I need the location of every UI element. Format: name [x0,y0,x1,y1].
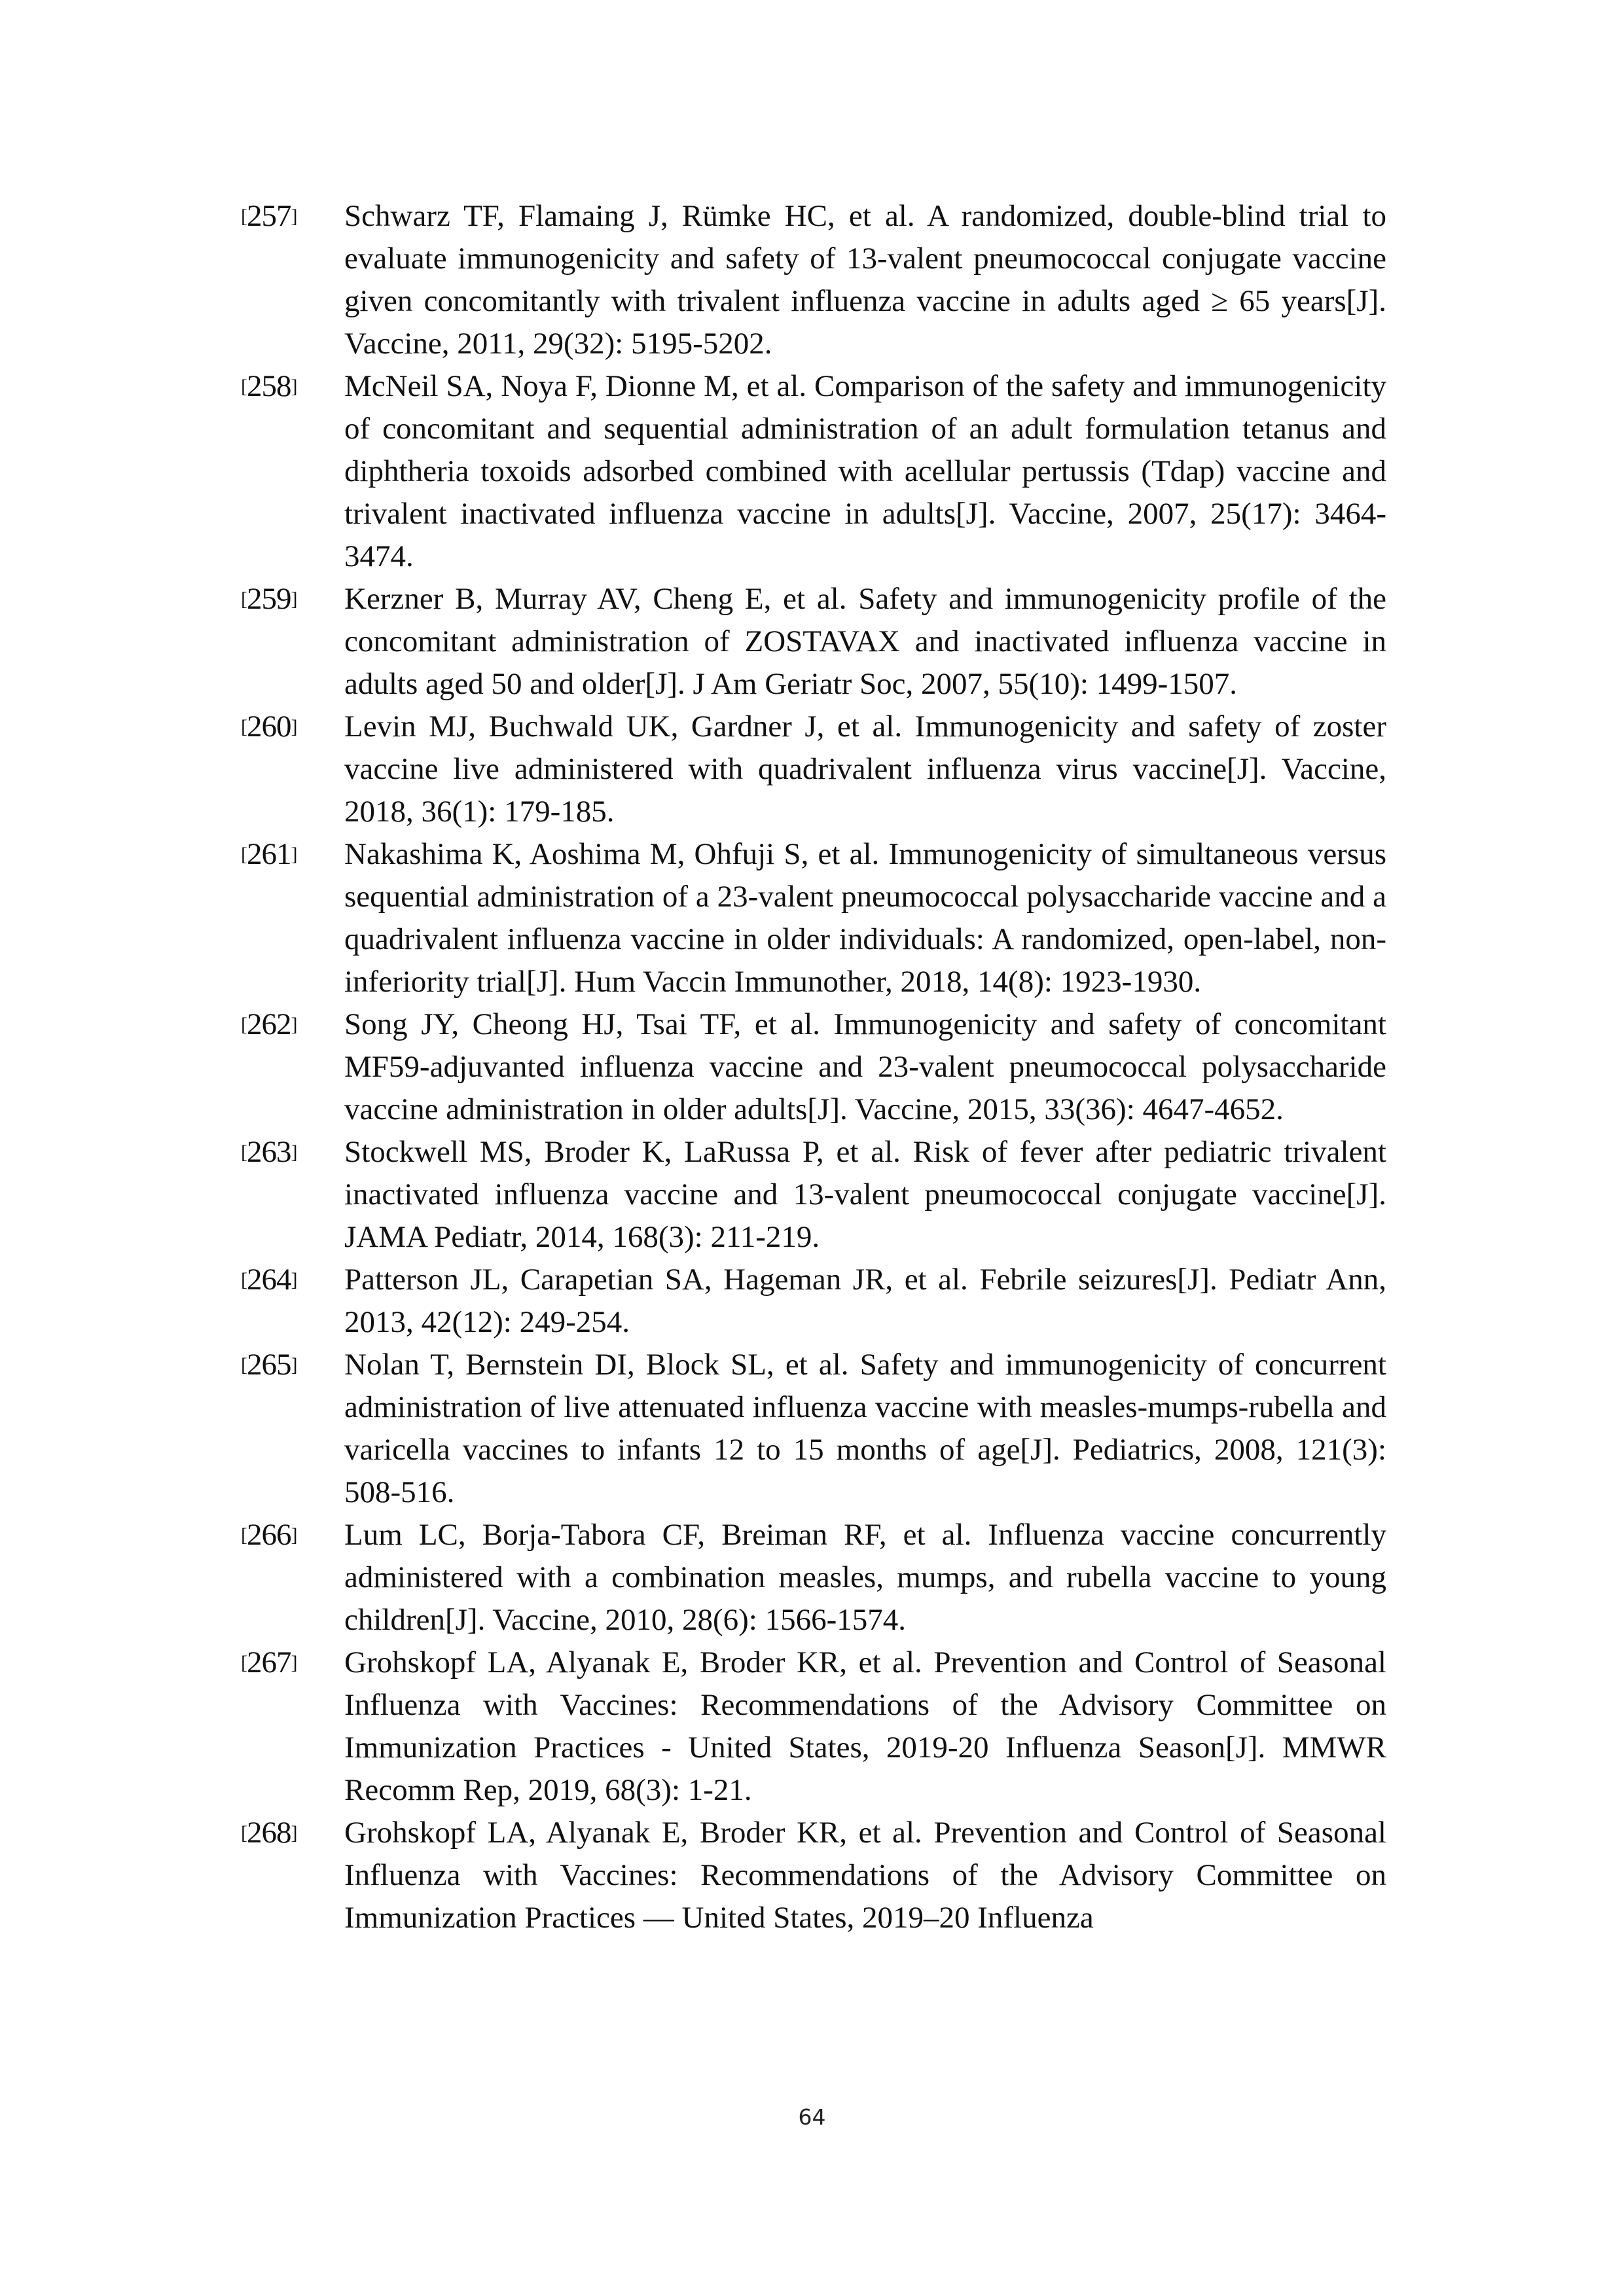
reference-number: [267] [241,1645,297,1679]
reference-text: Patterson JL, Carapetian SA, Hageman JR, et al. Febrile seizures[J]. Pediatr Ann, 2013, 42(12): 249-254. [344,1263,1386,1339]
reference-text: Nolan T, Bernstein DI, Block SL, et al. Safety and immunogenicity of concurrent administration of live attenuated influenza vaccine with measles-mumps-rubella and varicella vaccines to infants 12 to 15 months of age[J]. Pediatrics, 2008, 121(3): 508-516. [344,1348,1386,1509]
reference-number: [261] [241,837,297,871]
reference-number: [264] [241,1263,297,1297]
reference-number: [258] [241,369,297,403]
reference-text: Levin MJ, Buchwald UK, Gardner J, et al. Immunogenicity and safety of zoster vaccine live administered with quadrivalent influenza virus vaccine[J]. Vaccine, 2018, 36(1): 179-185. [344,709,1386,829]
reference-item [241,578,1386,706]
reference-item [241,1344,1386,1514]
reference-text: Grohskopf LA, Alyanak E, Broder KR, et al. Prevention and Control of Seasonal Influenza with Vaccines: Recommendations of the Advisory Committee on Immunization Practices - United States, 2019-20 Influenza Season[J]. MMWR Recomm Rep, 2019, 68(3): 1-21. [344,1645,1386,1807]
reference-text: Lum LC, Borja-Tabora CF, Breiman RF, et al. Influenza vaccine concurrently administered with a combination measles, mumps, and rubella vaccine to young children[J]. Vaccine, 2010, 28(6): 1566-1574. [344,1518,1386,1637]
reference-item [241,833,1386,1003]
reference-text: Grohskopf LA, Alyanak E, Broder KR, et al. Prevention and Control of Seasonal Influenza with Vaccines: Recommendations of the Advisory Committee on Immunization Practices — United States, 2019–20 Influenza [344,1816,1386,1935]
reference-item [241,1131,1386,1259]
reference-item [241,1514,1386,1641]
reference-text: Stockwell MS, Broder K, LaRussa P, et al. Risk of fever after pediatric trivalent inactivated influenza vaccine and 13-valent pneumococcal conjugate vaccine[J]. JAMA Pediatr, 2014, 168(3): 211-219. [344,1135,1386,1254]
reference-item [241,706,1386,833]
reference-item [241,1641,1386,1812]
reference-number: [263] [241,1135,297,1169]
reference-text: Schwarz TF, Flamaing J, Rümke HC, et al. A randomized, double-blind trial to evaluate immunogenicity and safety of 13-valent pneumococcal conjugate vaccine given concomitantly with trivalent influenza vaccine in adults aged ≥ 65 years[J]. Vaccine, 2011, 29(32): 5195-5202. [344,199,1386,361]
reference-text: Kerzner B, Murray AV, Cheng E, et al. Safety and immunogenicity profile of the concomitant administration of ZOSTAVAX and inactivated influenza vaccine in adults aged 50 and older[J]. J Am Geriatr Soc, 2007, 55(10): 1499-1507. [344,582,1386,701]
reference-number: [257] [241,199,297,233]
reference-item [241,1003,1386,1131]
page-number: 64 [798,2104,826,2130]
reference-number: [262] [241,1007,297,1041]
reference-list [241,195,1386,1939]
reference-item [241,1259,1386,1344]
reference-text: Nakashima K, Aoshima M, Ohfuji S, et al. Immunogenicity of simultaneous versus sequential administration of a 23-valent pneumococcal polysaccharide vaccine and a quadrivalent influenza vaccine in older individuals: A randomized, open-label, non-inferiority trial[J]. Hum Vaccin Immunother, 2018, 14(8): 1923-1930. [344,837,1386,999]
reference-item [241,365,1386,578]
reference-number: [260] [241,709,297,744]
reference-item [241,195,1386,365]
reference-item [241,1812,1386,1939]
reference-number: [259] [241,582,297,616]
reference-number: [265] [241,1348,297,1382]
reference-text: Song JY, Cheong HJ, Tsai TF, et al. Immunogenicity and safety of concomitant MF59-adjuvanted influenza vaccine and 23-valent pneumococcal polysaccharide vaccine administration in older adults[J]. Vaccine, 2015, 33(36): 4647-4652. [344,1007,1386,1126]
reference-text: McNeil SA, Noya F, Dionne M, et al. Comparison of the safety and immunogenicity of concomitant and sequential administration of an adult formulation tetanus and diphtheria toxoids adsorbed combined with acellular pertussis (Tdap) vaccine and trivalent inactivated influenza vaccine in adults[J]. Vaccine, 2007, 25(17): 3464-3474. [344,369,1386,573]
reference-number: [268] [241,1816,297,1850]
reference-number: [266] [241,1518,297,1552]
